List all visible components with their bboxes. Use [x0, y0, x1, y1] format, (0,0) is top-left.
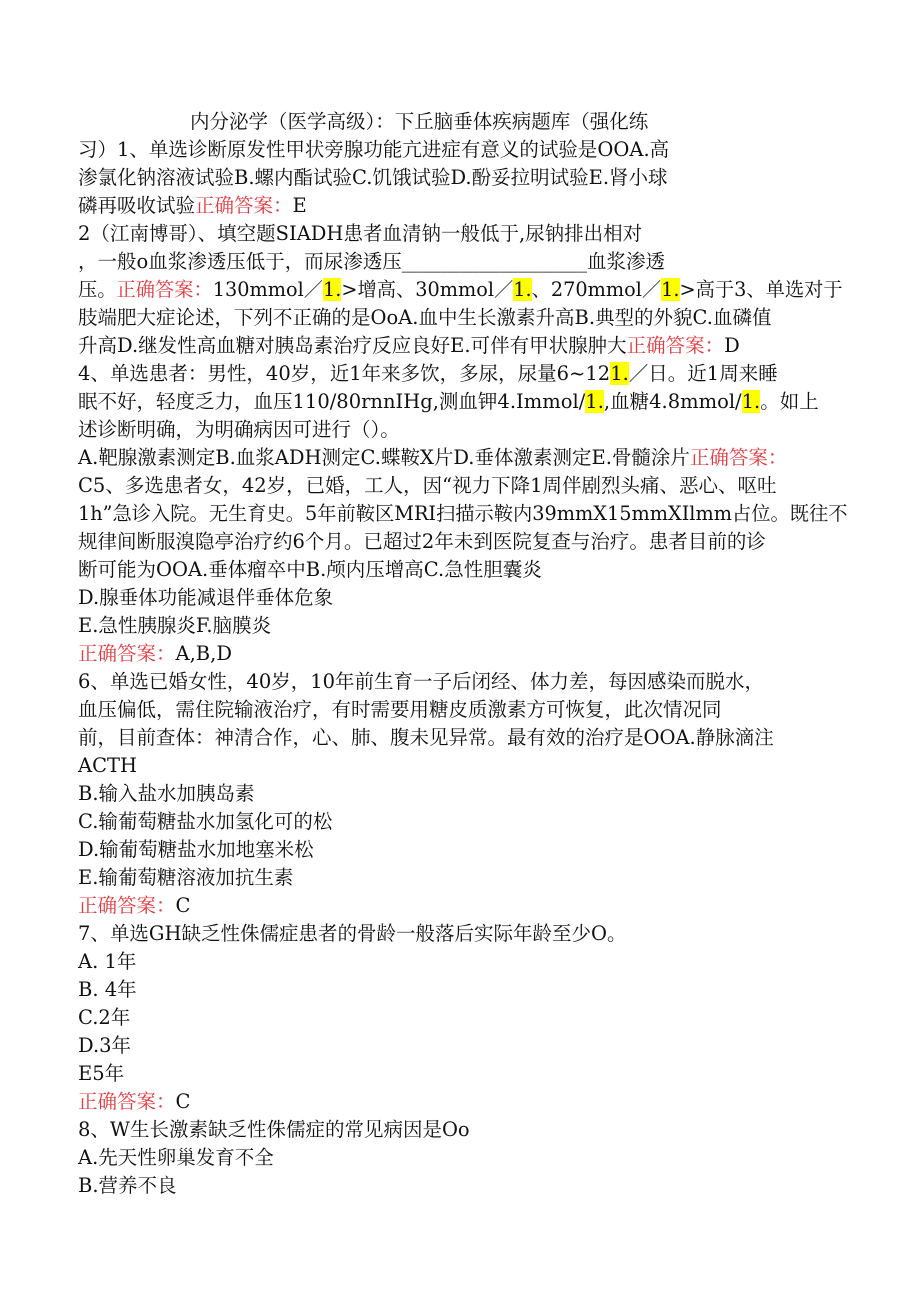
- question-5-line-6: [78, 612, 848, 640]
- question-6-answer: [78, 892, 848, 920]
- answer-value: C: [78, 474, 93, 497]
- q6-text-1: 6、单选已婚女性，40岁，10年前生育一子后闭经、体力差，每因感染而脱水，: [78, 670, 765, 693]
- question-5-line-5: [78, 584, 848, 612]
- question-7-answer: [78, 1088, 848, 1116]
- question-5-line-4: [78, 556, 848, 584]
- q6-option-b-text: B.输入盐水加胰岛素: [78, 782, 255, 805]
- q4-text-1b: ／日。近1周来睡: [628, 362, 778, 385]
- question-7-option-d: [78, 1032, 848, 1060]
- question-3-line-2: [78, 332, 848, 360]
- question-6-line-3: [78, 724, 848, 752]
- answer-label: 正确答案：: [78, 1090, 176, 1113]
- q4-text-1a: 4、单选患者：男性，40岁，近1年来多饮，多尿，尿量6~12: [78, 362, 611, 385]
- q7-text-1: 7、单选GH缺乏性侏儒症患者的骨龄一般落后实际年龄至少O。: [78, 922, 627, 945]
- q2-text-2: ，一般o血浆渗透压低于，而尿渗透压___________________血浆渗透: [78, 250, 665, 273]
- q4-text-3: 述诊断明确，为明确病因可进行（）。: [78, 418, 400, 441]
- question-1-line-3: [78, 192, 848, 220]
- answer-value: >增高、30mmol／: [341, 278, 514, 301]
- question-6-option-e: [78, 864, 848, 892]
- q5-text-4: 断可能为OOA.垂体瘤卒中B.颅内压增高C.急性胆囊炎: [78, 558, 542, 581]
- q5-text-3: 规律间断服溴隐亭治疗约6个月。已超过2年未到医院复查与治疗。患者目前的诊: [78, 530, 766, 553]
- question-5-line-2: [78, 500, 848, 528]
- question-8-option-b: [78, 1172, 848, 1200]
- q3-text-start: >高于3、单选对于: [679, 278, 843, 301]
- q4-options: A.靶腺激素测定B.血浆ADH测定C.蝶鞍X片D.垂体激素测定E.骨髓涂片: [78, 446, 690, 469]
- question-6-option-b: [78, 780, 848, 808]
- q3-text-2: 升高D.继发性高血糖对胰岛素治疗反应良好E.可伴有甲状腺肿大: [78, 334, 627, 357]
- question-8-option-a: [78, 1144, 848, 1172]
- q4-text-2a: 眠不好，轻度乏力，血压110/80rnnIHg,测血钾4.Immol/: [78, 390, 586, 413]
- answer-value: 、270mmol／: [531, 278, 662, 301]
- q7-option-a-text: A. 1年: [78, 950, 137, 973]
- q6-text-4: ACTH: [78, 754, 138, 777]
- q2-text-3a: 压。: [78, 278, 117, 301]
- highlight-mark: 1.: [610, 362, 629, 385]
- q4-text-2b: ,血糖4.8mmol/: [603, 390, 742, 413]
- q4-text-2c: 。如上: [760, 390, 819, 413]
- q5-text-1: 5、多选患者女，42岁，已婚，工人，因“视力下降1周伴剧烈头痛、恶心、呕吐: [92, 474, 777, 497]
- answer-label: 正确答案：: [195, 194, 293, 217]
- q6-option-c-text: C.输葡萄糖盐水加氢化可的松: [78, 810, 333, 833]
- highlight-mark: 1.: [513, 278, 532, 301]
- q8-option-a-text: A.先天性卵巢发育不全: [78, 1146, 274, 1169]
- answer-label: 正确答案：: [626, 334, 725, 357]
- q2-text-1: 2（江南博哥）、填空题SIADH患者血清钠一般低于,尿钠排出相对: [78, 222, 643, 245]
- q8-text-1: 8、W生长激素缺乏性侏儒症的常见病因是Oo: [78, 1118, 470, 1141]
- q1-text-1: 习）1、单选诊断原发性甲状旁腺功能亢进症有意义的试验是OOA.高: [78, 138, 670, 161]
- question-5-answer: [78, 640, 848, 668]
- question-7-option-c: [78, 1004, 848, 1032]
- question-4-line-3: [78, 416, 848, 444]
- question-7-option-e: [78, 1060, 848, 1088]
- q8-option-b-text: B.营养不良: [78, 1174, 177, 1197]
- answer-value: E: [292, 194, 307, 217]
- question-5-line-1: [78, 472, 848, 500]
- question-7-option-a: [78, 948, 848, 976]
- answer-value: 130mmol／: [212, 278, 323, 301]
- question-1-line-1: [78, 136, 848, 164]
- q7-option-e-text: E5年: [78, 1062, 125, 1085]
- q5-option-d: D.腺垂体功能减退伴垂体危象: [78, 586, 334, 609]
- answer-label: 正确答案：: [116, 278, 213, 301]
- q7-option-d-text: D.3年: [78, 1034, 132, 1057]
- question-4-line-1: [78, 360, 848, 388]
- question-8-line-1: [78, 1116, 848, 1144]
- question-5-line-3: [78, 528, 848, 556]
- answer-value: A,B,D: [175, 642, 232, 665]
- question-2-line-3: [78, 276, 848, 304]
- document-title: [78, 108, 848, 136]
- highlight-mark: 1.: [741, 390, 761, 413]
- question-6-line-4: [78, 752, 848, 780]
- answer-value: D: [724, 334, 740, 357]
- q7-option-b-text: B. 4年: [78, 978, 137, 1001]
- q6-option-e-text: E.输葡萄糖溶液加抗生素: [78, 866, 294, 889]
- q1-text-3: 磷再吸收试验: [78, 194, 196, 217]
- highlight-mark: 1.: [323, 278, 342, 301]
- q6-text-2: 血压偏低，需住院输液治疗，有时需要用糖皮质激素方可恢复，此次情况同: [78, 698, 722, 721]
- q7-option-c-text: C.2年: [78, 1006, 131, 1029]
- q5-option-ef: E.急性胰腺炎F.脑膜炎: [78, 614, 272, 637]
- question-6-option-c: [78, 808, 848, 836]
- q3-text-1: 肢端肥大症论述，下列不正确的是OoA.血中生长激素升高B.典型的外貌C.血磷值: [78, 306, 772, 329]
- answer-label: 正确答案：: [689, 446, 788, 469]
- question-4-line-4: [78, 444, 848, 472]
- question-2-line-2: [78, 248, 848, 276]
- question-7-option-b: [78, 976, 848, 1004]
- question-6-line-2: [78, 696, 848, 724]
- answer-value: C: [175, 894, 191, 917]
- q1-text-2: 渗氯化钠溶液试验B.螺内酯试验C.饥饿试验D.酚妥拉明试验E.肾小球: [78, 166, 668, 189]
- q5-text-2: 1h”急诊入院。无生育史。5年前鞍区MRI扫描示鞍内39mmX15mmXIlmm占位。既往不: [78, 502, 848, 525]
- highlight-mark: 1.: [661, 278, 680, 301]
- answer-label: 正确答案：: [78, 642, 176, 665]
- question-1-line-2: [78, 164, 848, 192]
- question-2-line-1: [78, 220, 848, 248]
- question-3-line-1: [78, 304, 848, 332]
- question-7-line-1: [78, 920, 848, 948]
- answer-label: 正确答案：: [78, 894, 176, 917]
- highlight-mark: 1.: [585, 390, 604, 413]
- question-6-option-d: [78, 836, 848, 864]
- answer-value: C: [175, 1090, 191, 1113]
- title-text: 内分泌学（医学高级）：下丘脑垂体疾病题库（强化练: [190, 110, 649, 133]
- q6-option-d-text: D.输葡萄糖盐水加地塞米松: [78, 838, 314, 861]
- question-6-line-1: [78, 668, 848, 696]
- q6-text-3: 前，目前查体：神清合作，心、肺、腹未见异常。最有效的治疗是OOA.静脉滴注: [78, 726, 774, 749]
- document-body: [78, 108, 848, 1200]
- question-4-line-2: [78, 388, 848, 416]
